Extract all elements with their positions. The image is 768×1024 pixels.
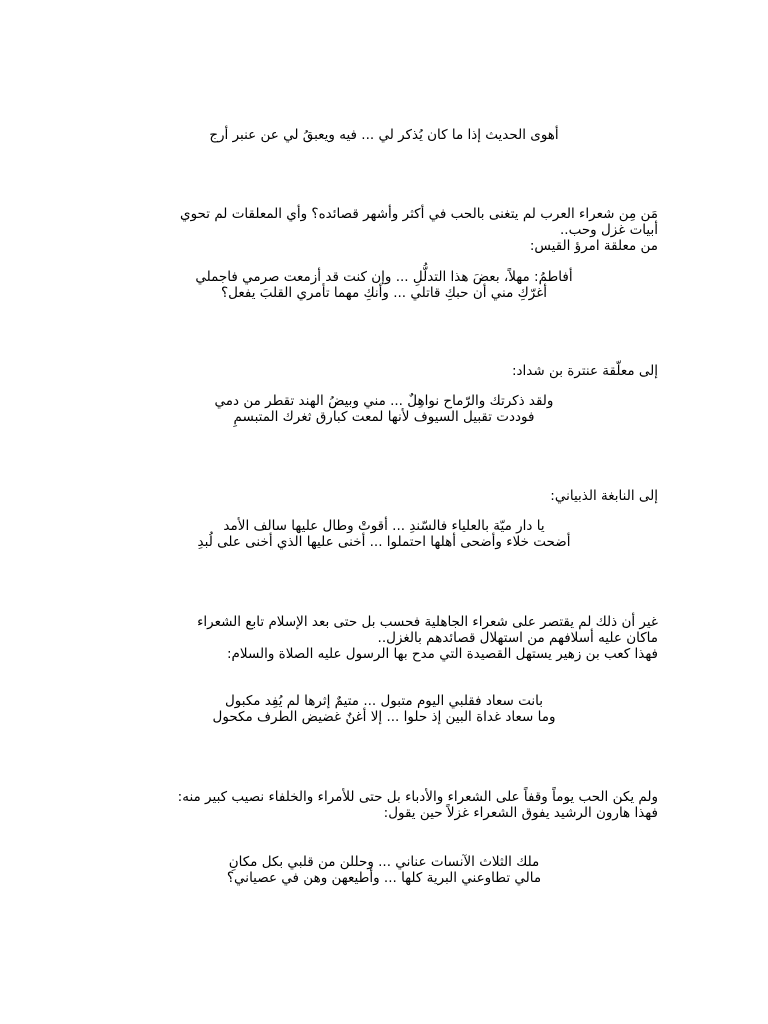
verse-antara xyxy=(0,393,768,425)
verse-line: ملك الثلاث الآنسات عناني ... وحللن من قلبي بكل مكانِ xyxy=(228,854,540,870)
rashid-paragraph xyxy=(110,789,658,821)
verse-imru-al-qais xyxy=(0,269,768,301)
paragraph-line: إلى معلّقة عنترة بن شداد: xyxy=(511,363,658,379)
intro-verse xyxy=(0,127,768,143)
verse-line: مالي تطاوعني البرية كلها ... وأطيعهن وهن في عصياني؟ xyxy=(226,870,542,886)
nabigha-intro xyxy=(110,488,658,504)
paragraph-line: ماكان عليه أسلافهم من استهلال قصائدهم بالغزل.. xyxy=(377,630,658,646)
verse-rashid xyxy=(0,854,768,886)
verse-line: يا دار ميّة بالعلياء فالسّندِ ... أقوتْ وطال عليها سالف الأمد xyxy=(223,518,545,534)
verse-line: وما سعاد غداة البين إذ حلوا ... إلا أغنٌ غضيض الطرف مكحول xyxy=(212,709,556,725)
paragraph-line: فهذا كعب بن زهير يستهل القصيدة التي مدح بها الرسول عليه الصلاة والسلام: xyxy=(227,646,658,662)
antara-intro xyxy=(110,363,658,379)
paragraph-line: من معلقة امرؤ القيس: xyxy=(529,238,658,254)
verse-line: أغرّكِ مني أن حبكِ قاتلي ... وأنكِ مهما تأمري القلبَ يفعل؟ xyxy=(220,285,548,301)
paragraph-line: فهذا هارون الرشيد يفوق الشعراء غزلاً حين يقول: xyxy=(383,805,658,821)
paragraph-line: إلى النابغة الذبياني: xyxy=(550,488,658,504)
verse-nabigha xyxy=(0,518,768,550)
intro-verse-line: أهوى الحديث إذا ما كان يُذكر لي ... فيه ويعبقُ لي عن عنبر أرج xyxy=(209,127,559,143)
islam-paragraph xyxy=(110,614,658,662)
verse-line: أفاطمُ: مهلاً، بعضَ هذا التدلُّلِ ... وإن كنت قد أزمعت صرمي فاجملي xyxy=(195,269,573,285)
paragraph-line: غير أن ذلك لم يقتصر على شعراء الجاهلية فحسب بل حتى بعد الإسلام تابع الشعراء xyxy=(197,614,658,630)
question-paragraph xyxy=(110,206,658,254)
paragraph-line: مَن مِن شعراء العرب لم يتغنى بالحب في أكثر وأشهر قصائده؟ وأي المعلقات لم تحوي xyxy=(180,206,658,222)
verse-line: أضحت خلاء وأضحى أهلها احتملوا ... أخنى عليها الذي أخنى على لُبدِ xyxy=(197,534,571,550)
verse-line: ولقد ذكرتك والرّماح نواهِلٌ ... مني وبيضُ الهند تقطر من دمي xyxy=(214,393,554,409)
verse-line: فوددت تقبيل السيوف لأنها لمعت كبارق ثغرك المتبسمِ xyxy=(233,409,535,425)
paragraph-line: أبيات غزل وحب.. xyxy=(559,222,658,238)
paragraph-line: ولم يكن الحب يوماً وقفاً على الشعراء والأدباء بل حتى للأمراء والخلفاء نصيب كبير منه: xyxy=(177,789,658,805)
verse-kaab xyxy=(0,693,768,725)
verse-line: بانت سعاد فقلبي اليوم متبول ... متيمٌ إثرها لم يُفِد مكبول xyxy=(225,693,543,709)
